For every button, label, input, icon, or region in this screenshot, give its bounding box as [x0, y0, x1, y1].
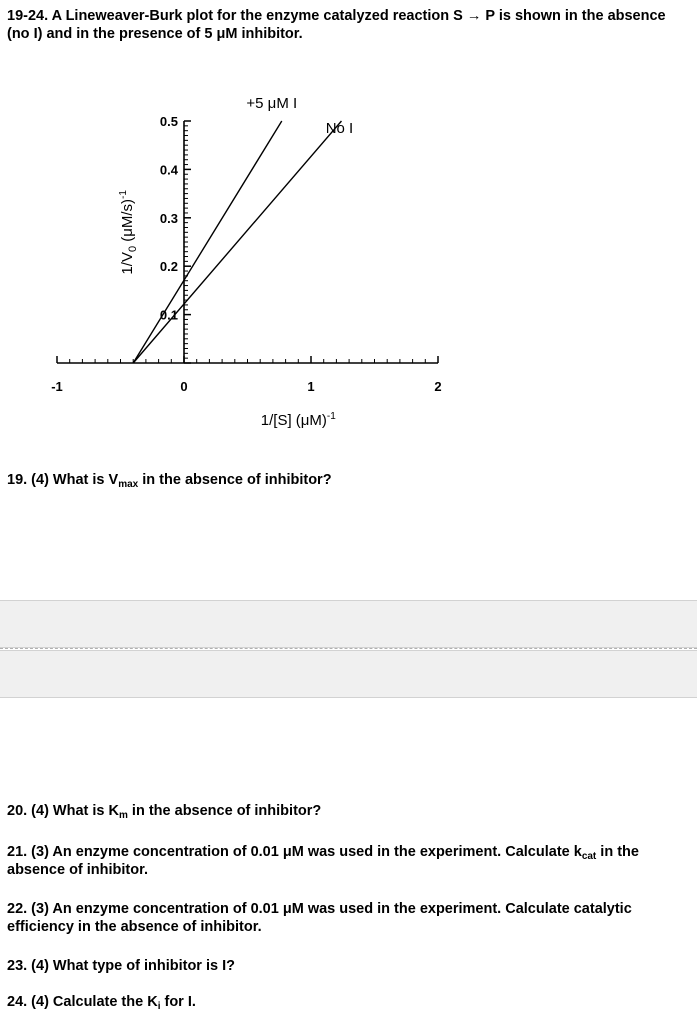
- answer-divider: [0, 648, 697, 649]
- question-22: 22. (3) An enzyme concentration of 0.01 μM was used in the experiment. Calculate catalytic efficiency in the absence of inhibitor.: [7, 901, 632, 935]
- lineweaver-burk-plot: [0, 80, 697, 440]
- intro-text: 19-24. A Lineweaver-Burk plot for the enzyme catalyzed reaction S → P is shown in the absence (no I) and in the presence of 5 μM inhibitor.: [7, 8, 666, 42]
- x-tick-label: 2: [434, 379, 442, 394]
- y-axis-label: $1/V_0$ $(\mu M/s)^{-1}$: [118, 190, 139, 275]
- x-tick-label: 0: [180, 379, 188, 394]
- x-tick-label: -1: [51, 379, 63, 394]
- x-tick-label: 1: [307, 379, 315, 394]
- question-24: 24. (4) Calculate the $K_i$ for I.: [7, 994, 196, 1012]
- series-line-inhibitor: [133, 121, 282, 363]
- series-line-no-inhibitor: [133, 121, 341, 363]
- x-axis-label: 1/[S] $(\mu M)^{-1}$: [260, 411, 336, 429]
- series-label-inhibitor: +5 μM I: [246, 95, 298, 112]
- y-tick-label: 0.3: [159, 210, 178, 226]
- answer-box-bottom[interactable]: [0, 650, 697, 698]
- question-19: 19. (4) What is $V_{max}$ in the absence of inhibitor?: [7, 472, 332, 490]
- y-tick-label: 0.5: [159, 114, 178, 129]
- y-tick-label: 0.1: [159, 307, 178, 323]
- answer-box-top[interactable]: [0, 600, 697, 648]
- question-23: 23. (4) What type of inhibitor is I?: [7, 958, 235, 974]
- y-tick-label: 0.2: [159, 259, 178, 275]
- question-21: 21. (3) An enzyme concentration of 0.01 μM was used in the experiment. Calculate $k_{cat}$ in the absence of inhibitor.: [7, 844, 639, 878]
- question-20: 20. (4) What is $K_m$ in the absence of inhibitor?: [7, 803, 322, 821]
- series-label-no-inhibitor: No I: [325, 120, 354, 137]
- y-tick-label: 0.4: [159, 162, 178, 178]
